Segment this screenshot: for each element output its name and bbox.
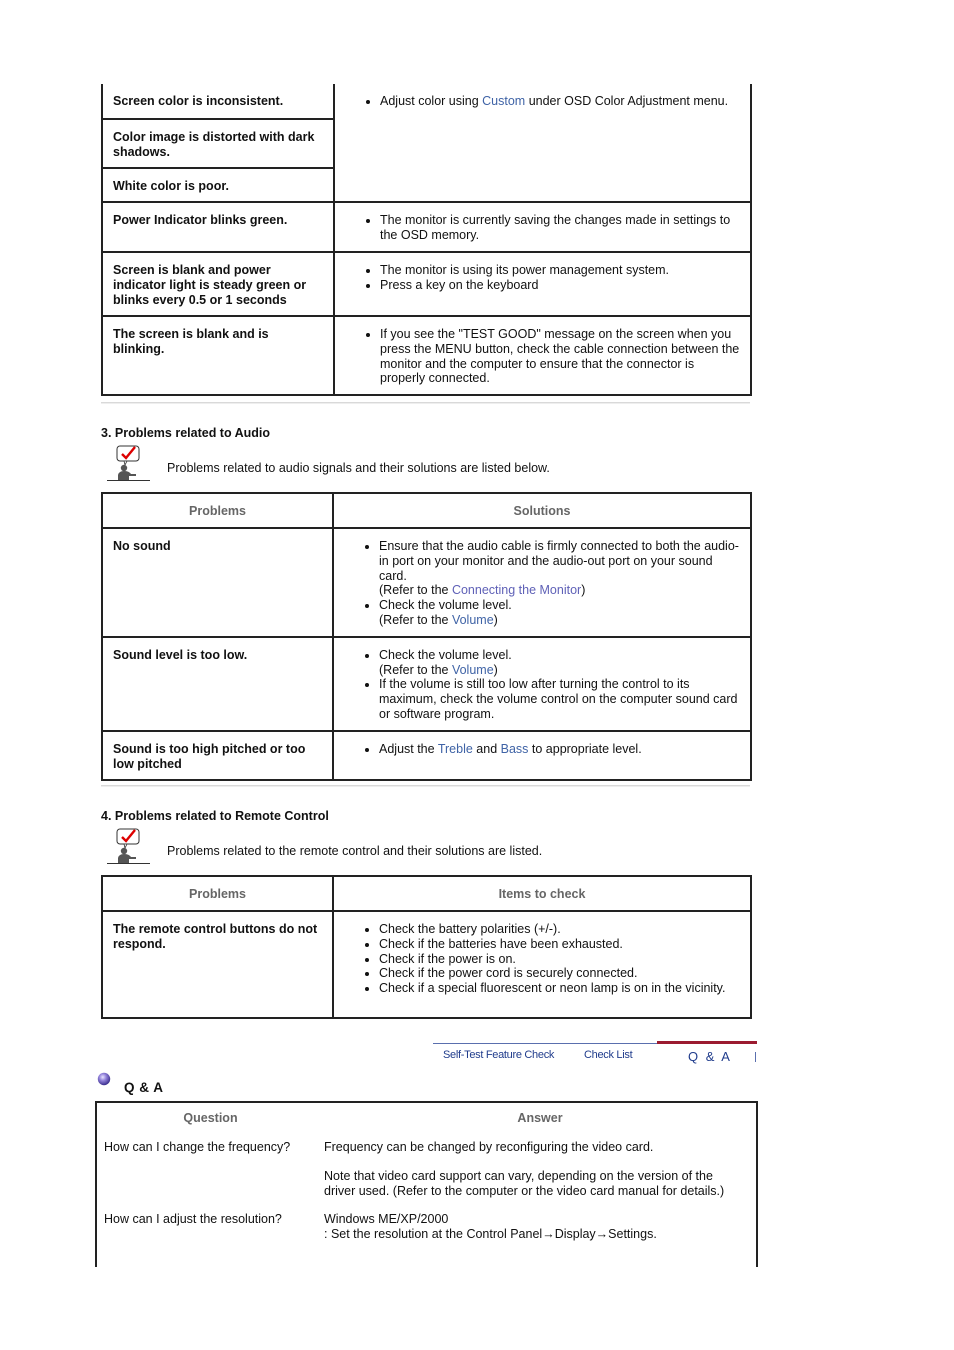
check-item: • Check if the power cord is securely connected.	[379, 966, 740, 981]
answer-paragraph: Frequency can be changed by reconfiguring the video card.	[324, 1140, 654, 1154]
problem-cell	[102, 168, 334, 202]
question-cell: How can I change the frequency?	[104, 1140, 291, 1154]
solution-cell	[334, 316, 751, 395]
qa-title: Q & A	[124, 1080, 164, 1095]
problem-cell	[102, 202, 334, 252]
qa-table	[97, 1103, 756, 1242]
note-person-icon	[107, 828, 151, 864]
column-header-answer: Answer	[517, 1110, 563, 1125]
section-divider	[101, 402, 750, 404]
problem-cell	[102, 637, 333, 731]
problem-cell	[102, 252, 334, 316]
problem-cell	[102, 119, 334, 168]
volume-link[interactable]: Volume	[451, 612, 494, 627]
check-item: • Check if the batteries have been exhausted.	[379, 937, 740, 952]
tab-qa[interactable]: Q & A	[688, 1049, 732, 1064]
problem-text: Power Indicator blinks green.	[113, 213, 288, 227]
solution-item: • Check the volume level. (Refer to the Volume)	[379, 598, 740, 628]
problem-text: No sound	[113, 539, 171, 553]
problem-cell	[102, 911, 333, 1018]
solution-cell	[334, 84, 751, 202]
column-header-items: Items to check	[333, 876, 751, 911]
problem-text: Sound is too high pitched or too low pitched	[113, 741, 306, 771]
problem-text: Sound level is too low.	[113, 647, 248, 662]
answer-paragraph: Note that video card support can vary, depending on the version of the driver used. (Refer to the computer or the video card manual for details.)	[324, 1168, 725, 1198]
column-header-problems: Problems	[102, 493, 333, 528]
check-item: • Check the battery polarities (+/-).	[379, 922, 740, 937]
volume-link[interactable]: Volume	[451, 662, 494, 677]
question-cell: How can I adjust the resolution?	[104, 1212, 282, 1227]
problem-cell	[102, 316, 334, 395]
problem-text: The screen is blank and is blinking.	[113, 327, 269, 356]
solution-item: • Adjust color using Custom under OSD Color Adjustment menu.	[380, 94, 740, 109]
remote-section-heading: 4. Problems related to Remote Control	[101, 809, 329, 823]
remote-problems-table	[101, 875, 752, 1019]
problem-text: Screen color is inconsistent.	[113, 94, 284, 108]
solution-item: • The monitor is currently saving the changes made in settings to the OSD memory.	[380, 213, 740, 243]
tab-bar-line	[433, 1043, 657, 1044]
bass-link[interactable]: Bass	[500, 741, 529, 756]
solution-cell	[333, 731, 751, 780]
solution-item: • Press a key on the keyboard	[380, 278, 740, 293]
column-header-question: Question	[183, 1110, 238, 1125]
problem-text: Color image is distorted with dark shadows.	[113, 130, 315, 159]
treble-link[interactable]: Treble	[437, 741, 473, 756]
solution-cell	[334, 202, 751, 252]
custom-link[interactable]: Custom	[482, 94, 526, 108]
audio-intro-text: Problems related to audio signals and their solutions are listed below.	[167, 461, 550, 475]
check-item: • Check if a special fluorescent or neon lamp is on in the vicinity.	[379, 981, 740, 996]
solution-item: • Ensure that the audio cable is firmly connected to both the audio-in port on your monitor and the audio-out port on your sound card. (Refer to the Connecting the Monitor)	[379, 539, 740, 598]
column-header-solutions: Solutions	[333, 493, 751, 528]
problem-cell	[102, 731, 333, 780]
solution-item: • If you see the "TEST GOOD" message on the screen when you press the MENU button, check the cable connection between the monitor and the computer to ensure that the connector is properly connected.	[380, 327, 740, 386]
problem-cell	[102, 84, 334, 119]
answer-cell	[324, 1198, 756, 1242]
section-divider	[101, 785, 750, 787]
solution-item: • If the volume is still too low after turning the control to its maximum, check the volume control on the computer sound card or software program.	[379, 677, 740, 721]
tab-self-test-feature-check[interactable]: Self-Test Feature Check	[443, 1049, 555, 1061]
problem-cell	[102, 528, 333, 637]
solution-cell	[333, 911, 751, 1018]
audio-section-heading: 3. Problems related to Audio	[101, 426, 271, 440]
active-tab-indicator	[657, 1041, 757, 1044]
qa-frame	[95, 1101, 758, 1267]
problem-text: The remote control buttons do not respond.	[113, 922, 318, 951]
solution-cell	[333, 528, 751, 637]
check-item: • Check if the power is on.	[379, 952, 740, 967]
answer-cell	[324, 1133, 756, 1198]
audio-problems-table	[101, 492, 752, 781]
tab-check-list[interactable]: Check List	[584, 1049, 633, 1061]
solution-item: • Check the volume level. (Refer to the Volume)	[379, 648, 740, 678]
note-person-icon	[107, 445, 151, 481]
solution-cell	[333, 637, 751, 731]
answer-line: Windows ME/XP/2000	[324, 1212, 449, 1227]
display-problems-table	[101, 84, 752, 396]
tab-divider	[755, 1052, 756, 1062]
connecting-monitor-link[interactable]: Connecting the Monitor	[451, 583, 582, 598]
bullet-orb-icon	[97, 1072, 111, 1086]
remote-intro-text: Problems related to the remote control and their solutions are listed.	[167, 844, 543, 858]
solution-cell	[334, 252, 751, 316]
section-tab-bar	[433, 1041, 757, 1071]
column-header-problems: Problems	[102, 876, 333, 911]
solution-item: • Adjust the Treble and Bass to appropriate level.	[379, 742, 740, 757]
answer-line: : Set the resolution at the Control Panel→Display→Settings.	[324, 1227, 657, 1242]
solution-item: • The monitor is using its power management system.	[380, 263, 740, 278]
problem-text: Screen is blank and power indicator light is steady green or blinks every 0.5 or 1 seconds	[113, 263, 307, 307]
problem-text: White color is poor.	[113, 179, 229, 193]
